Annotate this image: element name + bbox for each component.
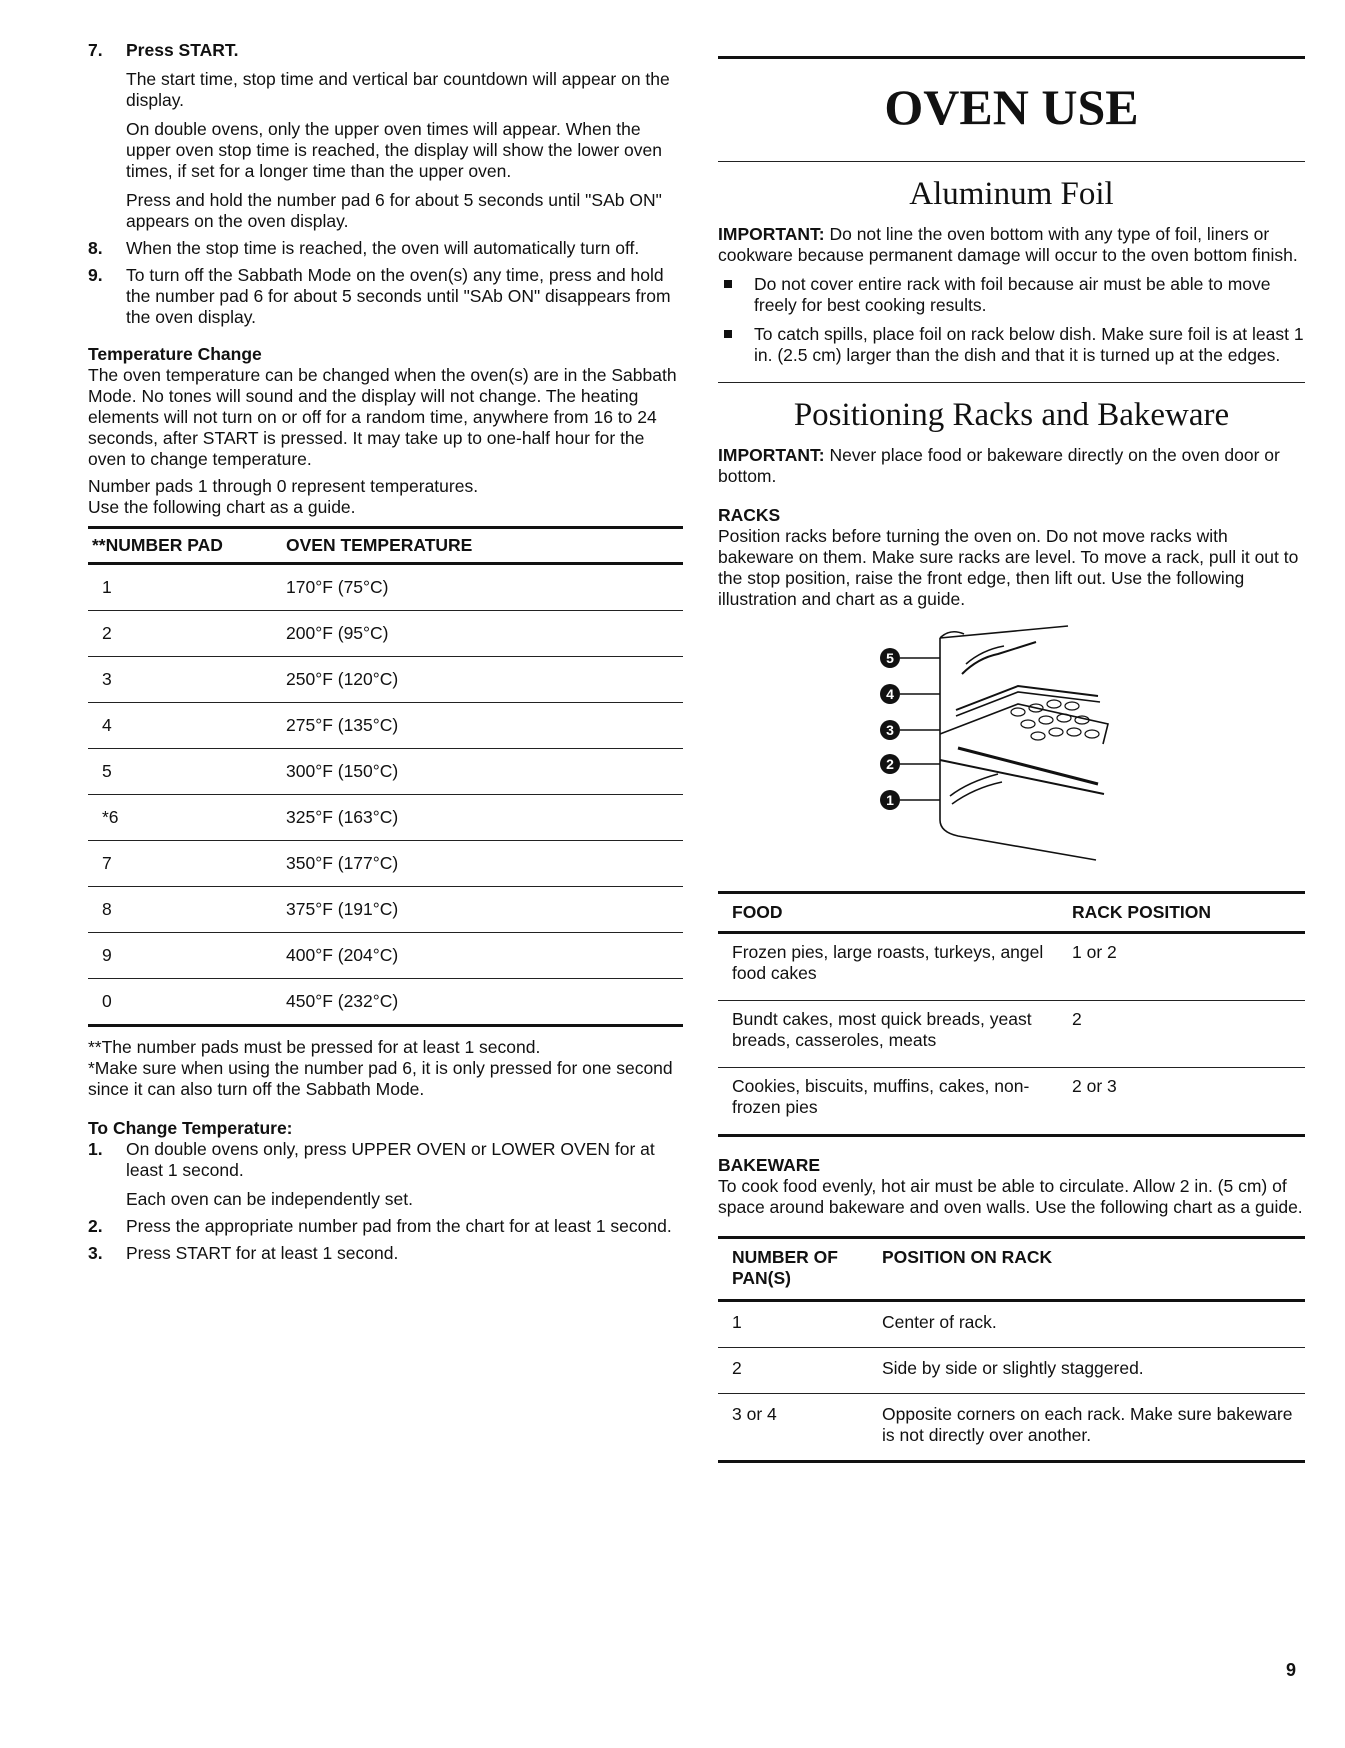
- rack-position-label: 3: [886, 722, 894, 738]
- table-cell: Center of rack.: [882, 1312, 997, 1332]
- table-row: [88, 749, 683, 795]
- table-cell: Frozen pies, large roasts, turkeys, angel food cakes: [732, 942, 1044, 983]
- column-header: OVEN TEMPERATURE: [286, 535, 473, 555]
- step-text: Press START for at least 1 second.: [126, 1243, 399, 1263]
- important-label: IMPORTANT:: [718, 224, 825, 244]
- rack-position-label: 4: [886, 686, 894, 702]
- table-cell: 170°F (75°C): [286, 577, 389, 597]
- step-text: When the stop time is reached, the oven will automatically turn off.: [126, 238, 640, 258]
- important-text: Never place food or bakeware directly on the oven door or bottom.: [718, 445, 1280, 486]
- table-row: [718, 1394, 1305, 1463]
- paragraph: Use the following chart as a guide.: [88, 497, 356, 517]
- column-header: **NUMBER PAD: [92, 535, 223, 555]
- step-number: 8.: [88, 238, 103, 258]
- aluminum-foil-heading: Aluminum Foil: [909, 176, 1114, 212]
- rack-position-marker: [880, 754, 940, 774]
- note: *Make sure when using the number pad 6, it is only pressed for one second since it can also turn off the Sabbath Mode.: [88, 1058, 673, 1099]
- step-text: Press the appropriate number pad from the chart for at least 1 second.: [126, 1216, 672, 1236]
- important-text: Do not line the oven bottom with any type of foil, liners or cookware because permanent damage will occur to the oven bottom finish.: [718, 224, 1298, 265]
- step-title: Press START.: [126, 40, 239, 60]
- pan-table: [718, 1302, 1305, 1463]
- step-number: 3.: [88, 1243, 103, 1263]
- table-cell: 400°F (204°C): [286, 945, 399, 965]
- table-cell: 2 or 3: [1072, 1076, 1117, 1096]
- divider: [718, 382, 1305, 383]
- rack-position-marker: [880, 684, 940, 704]
- step-number: 9.: [88, 265, 103, 285]
- column-header: POSITION ON RACK: [882, 1247, 1053, 1267]
- table-row: [718, 1302, 1305, 1348]
- page-title: OVEN USE: [884, 79, 1139, 135]
- table-notes: [88, 1037, 683, 1100]
- oven-rack-illustration: [868, 624, 1128, 864]
- table-cell: 275°F (135°C): [286, 715, 399, 735]
- step-number: 7.: [88, 40, 103, 60]
- table-cell: *6: [102, 807, 119, 827]
- bullet-text: Do not cover entire rack with foil because air must be able to move freely for best cooking results.: [754, 274, 1271, 315]
- change-temperature-heading: To Change Temperature:: [88, 1118, 293, 1138]
- table-row: [88, 565, 683, 611]
- rack-position-marker: [880, 790, 940, 810]
- change-step-3: [88, 1243, 683, 1264]
- left-column: [88, 40, 683, 1270]
- rack-position-label: 2: [886, 756, 894, 772]
- column-header: RACK POSITION: [1072, 902, 1212, 922]
- table-cell: 200°F (95°C): [286, 623, 389, 643]
- table-cell: 0: [102, 991, 112, 1011]
- table-cell: 375°F (191°C): [286, 899, 399, 919]
- table-cell: Opposite corners on each rack. Make sure bakeware is not directly over another.: [882, 1404, 1293, 1445]
- racks-heading: RACKS: [718, 505, 781, 525]
- table-cell: 450°F (232°C): [286, 991, 399, 1011]
- bakeware-heading: BAKEWARE: [718, 1155, 821, 1175]
- table-row: [718, 1001, 1305, 1068]
- bullet-item: [718, 324, 1305, 366]
- change-step-2: [88, 1216, 683, 1237]
- step-text: On double ovens only, press UPPER OVEN or LOWER OVEN for at least 1 second.: [126, 1139, 655, 1180]
- temperature-change-heading: Temperature Change: [88, 344, 262, 364]
- divider: [718, 56, 1305, 59]
- table-cell: 4: [102, 715, 112, 735]
- table-cell: Bundt cakes, most quick breads, yeast breads, casseroles, meats: [732, 1009, 1032, 1050]
- divider: [718, 161, 1305, 162]
- page-number: 9: [1286, 1660, 1297, 1680]
- right-column: [718, 40, 1305, 1463]
- step-text: Each oven can be independently set.: [126, 1189, 414, 1209]
- bullet-icon: [724, 330, 732, 338]
- step-text: To turn off the Sabbath Mode on the oven(s) any time, press and hold the number pad 6 for about 5 seconds until "SAb ON" disappears from the oven display.: [126, 265, 671, 327]
- table-cell: 2: [102, 623, 112, 643]
- table-cell: 9: [102, 945, 112, 965]
- bullet-icon: [724, 280, 732, 288]
- bullet-item: [718, 274, 1305, 316]
- positioning-racks-heading: Positioning Racks and Bakeware: [793, 397, 1230, 433]
- table-row: [88, 657, 683, 703]
- table-row: [88, 979, 683, 1027]
- table-cell: 3: [102, 669, 112, 689]
- table-cell: Cookies, biscuits, muffins, cakes, non-frozen pies: [732, 1076, 1030, 1117]
- rack-position-marker: [880, 720, 940, 740]
- important-note: [718, 445, 1305, 487]
- table-header: [88, 526, 683, 565]
- rack-position-marker: [880, 648, 940, 668]
- paragraph: Position racks before turning the oven on. Do not move racks with bakeware on them. Make sure racks are level. To move a rack, pull it out to the stop position, raise the front edge, then lift out. Use the following illustration and chart as a guide.: [718, 526, 1299, 609]
- table-row: [88, 611, 683, 657]
- table-cell: 1: [732, 1312, 742, 1332]
- table-cell: 325°F (163°C): [286, 807, 399, 827]
- table-cell: 3 or 4: [732, 1404, 777, 1424]
- step-8: [88, 238, 683, 259]
- step-number: 2.: [88, 1216, 103, 1236]
- table-cell: 2: [732, 1358, 742, 1378]
- table-cell: 8: [102, 899, 112, 919]
- table-row: [718, 934, 1305, 1001]
- important-label: IMPORTANT:: [718, 445, 825, 465]
- rack-position-label: 5: [886, 650, 894, 666]
- note: **The number pads must be pressed for at least 1 second.: [88, 1037, 541, 1057]
- table-row: [88, 887, 683, 933]
- step-9: [88, 265, 683, 328]
- step-number: 1.: [88, 1139, 103, 1159]
- table-cell: 1 or 2: [1072, 942, 1117, 962]
- paragraph: Number pads 1 through 0 represent temperatures.: [88, 476, 479, 496]
- change-step-1: [88, 1139, 683, 1210]
- column-header: NUMBER OF PAN(S): [732, 1247, 838, 1288]
- table-cell: 5: [102, 761, 112, 781]
- table-cell: 250°F (120°C): [286, 669, 399, 689]
- table-cell: 7: [102, 853, 112, 873]
- rack-position-label: 1: [886, 792, 894, 808]
- bullet-text: To catch spills, place foil on rack below dish. Make sure foil is at least 1 in. (2.5 cm) larger than the dish and that it is turned up at the edges.: [754, 324, 1304, 365]
- step-7: [88, 40, 683, 232]
- table-cell: Side by side or slightly staggered.: [882, 1358, 1144, 1378]
- table-row: [718, 1068, 1305, 1137]
- step-text: The start time, stop time and vertical bar countdown will appear on the display.: [126, 69, 670, 110]
- table-row: [718, 1348, 1305, 1394]
- table-cell: 1: [102, 577, 112, 597]
- paragraph: The oven temperature can be changed when the oven(s) are in the Sabbath Mode. No tones will sound and the display will not change. The heating elements will not turn on or off for a random time, anywhere from 16 to 24 seconds, after START is pressed. It may take up to one-half hour for the oven to change temperature.: [88, 365, 677, 469]
- table-row: [88, 933, 683, 979]
- column-header: FOOD: [732, 902, 783, 922]
- step-text: On double ovens, only the upper oven times will appear. When the upper oven stop time is reached, the display will show the lower oven times, if set for a longer time than the upper oven.: [126, 119, 662, 181]
- table-row: [88, 795, 683, 841]
- table-cell: 2: [1072, 1009, 1082, 1029]
- table-row: [88, 703, 683, 749]
- pan-table-header: [718, 1236, 1305, 1302]
- food-table-header: [718, 891, 1305, 934]
- temperature-table: [88, 526, 683, 1027]
- step-text: Press and hold the number pad 6 for about 5 seconds until "SAb ON" appears on the oven display.: [126, 190, 662, 231]
- important-note: [718, 224, 1305, 266]
- table-cell: 350°F (177°C): [286, 853, 399, 873]
- table-row: [88, 841, 683, 887]
- table-cell: 300°F (150°C): [286, 761, 399, 781]
- paragraph: To cook food evenly, hot air must be able to circulate. Allow 2 in. (5 cm) of space around bakeware and oven walls. Use the following chart as a guide.: [718, 1176, 1303, 1217]
- food-table: [718, 934, 1305, 1137]
